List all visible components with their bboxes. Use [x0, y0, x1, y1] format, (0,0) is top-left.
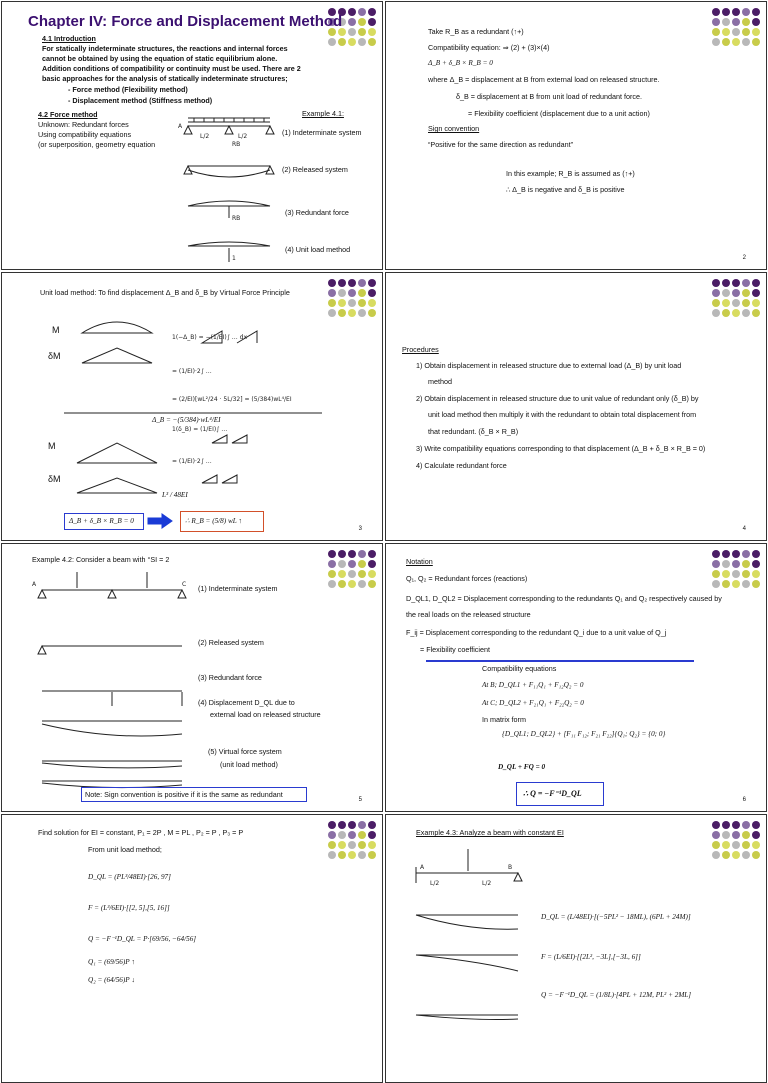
decor-dot	[348, 821, 356, 829]
decor-dot	[752, 289, 760, 297]
divider	[426, 660, 694, 662]
notation-heading: Notation	[406, 557, 433, 566]
decor-dot	[368, 8, 376, 16]
notation-line: F_ij = Displacement corresponding to the redundant Q_i due to a unit value of Q_j	[406, 628, 667, 637]
svg-text:= (2/EI)[wL²/24 · 5L/32] = (5/: = (2/EI)[wL²/24 · 5L/32] = (5/384)wL⁴/EI	[172, 396, 292, 403]
decor-dot	[732, 309, 740, 317]
slide-5	[1, 543, 383, 812]
decor-dot	[712, 38, 720, 46]
procedure-item: that redundant. (δ_B × R_B)	[428, 427, 519, 436]
notation-line: the real loads on the released structure	[406, 610, 531, 619]
decor-dot	[742, 309, 750, 317]
decor-dot	[752, 841, 760, 849]
decor-dot	[358, 38, 366, 46]
decor-dot	[338, 841, 346, 849]
decor-dot	[328, 560, 336, 568]
decor-dot	[722, 28, 730, 36]
decor-dot	[752, 831, 760, 839]
decor-dot	[722, 570, 730, 578]
svg-text:1(−Δ_B) = −(1/EI)∫ … dx: 1(−Δ_B) = −(1/EI)∫ … dx	[172, 334, 247, 341]
decor-dot	[752, 309, 760, 317]
decor-dot	[338, 851, 346, 859]
equation-box	[64, 513, 144, 530]
answer-box	[180, 511, 264, 532]
step-label: (2) Released system	[198, 638, 264, 647]
decor-dot	[328, 550, 336, 558]
compat-eq: At C; D_QL2 + F₂₁Q₁ + F₂₂Q₂ = 0	[482, 699, 584, 707]
decor-dot	[722, 289, 730, 297]
decor-dot	[712, 28, 720, 36]
compat-line: Compatibility equation: ⇒ (2) + (3)×(4)	[428, 43, 550, 52]
moment-diagrams	[72, 303, 312, 503]
decor-dot	[752, 570, 760, 578]
decor-dot	[742, 550, 750, 558]
decor-dot	[338, 309, 346, 317]
decor-dot	[722, 580, 730, 588]
decor-dot	[348, 299, 356, 307]
decor-dot	[752, 279, 760, 287]
arrow-icon	[148, 514, 174, 528]
decor-dot	[328, 570, 336, 578]
example-heading: Example 4.3: Analyze a beam with constant EI	[416, 828, 564, 837]
decor-dot	[742, 289, 750, 297]
decor-dot	[722, 821, 730, 829]
decor-dot	[358, 309, 366, 317]
decor-dot	[358, 550, 366, 558]
fm-line: Using compatibility equations	[38, 130, 132, 139]
slide-2	[385, 1, 767, 270]
step-label: (4) Unit load method	[285, 245, 351, 254]
decor-dot	[328, 821, 336, 829]
procedure-item: 1) Obtain displacement in released structure due to external load (Δ_B) by unit load	[416, 361, 682, 370]
svg-text:B: B	[508, 864, 513, 871]
slide-7	[1, 814, 383, 1083]
matrix-eq: {D_QL1; D_QL2} + [F₁₁ F₁₂; F₂₁ F₂₂]{Q₁; Q₂} = {0; 0}	[502, 730, 666, 738]
intro-heading: 4.1 Introduction	[42, 34, 96, 43]
page-number: 6	[742, 797, 746, 803]
where-line: δ_B = displacement at B from unit load of redundant force.	[456, 92, 642, 101]
svg-text:A: A	[32, 581, 37, 588]
decor-dot	[368, 841, 376, 849]
q-eq: Q = −F⁻¹D_QL = P·[69/56, −64/56]	[88, 935, 197, 943]
decor-dot	[348, 18, 356, 26]
decor-dot	[358, 560, 366, 568]
decor-dot	[722, 279, 730, 287]
decor-dot	[752, 38, 760, 46]
decor-dot	[368, 38, 376, 46]
notation-line: D_QL1, D_QL2 = Displacement corresponding to the redundants Q₁ and Q₂ respectively caused by	[406, 594, 722, 603]
compat-eq: At B; D_QL1 + F₁₁Q₁ + F₁₂Q₂ = 0	[482, 681, 584, 689]
svg-text:1(δ_B) = (1/EI)∫ …: 1(δ_B) = (1/EI)∫ …	[172, 426, 228, 433]
decor-dot	[328, 309, 336, 317]
decor-dot	[358, 821, 366, 829]
decor-dots	[328, 821, 376, 859]
moment-label: M	[48, 441, 56, 451]
decor-dot	[338, 831, 346, 839]
decor-dot	[752, 28, 760, 36]
decor-dot	[348, 550, 356, 558]
decor-dots	[328, 550, 376, 588]
decor-dot	[722, 309, 730, 317]
solution-text: ∴ Q = −F⁻¹D_QL	[523, 789, 582, 798]
intro-line: - Displacement method (Stiffness method)	[68, 96, 213, 105]
decor-dot	[742, 279, 750, 287]
decor-dot	[752, 8, 760, 16]
flex-eq: F = (L³/6EI)·[[2, 5],[5, 16]]	[88, 904, 170, 912]
step-label: (unit load method)	[220, 760, 278, 769]
note-text: Note: Sign convention is positive if it is the same as redundant	[85, 790, 283, 799]
decor-dots	[712, 279, 760, 317]
decor-dot	[742, 821, 750, 829]
slide-1	[1, 1, 383, 270]
answer-text: ∴ R_B = (5/8) wL ↑	[185, 517, 243, 525]
note-box	[81, 787, 307, 802]
decor-dot	[742, 38, 750, 46]
sign-convention-text: “Positive for the same direction as redundant”	[428, 140, 574, 149]
where-line: = Flexibility coefficient (displacement due to a unit action)	[468, 109, 650, 118]
step-label: external load on released structure	[210, 710, 321, 719]
slide-3	[1, 272, 383, 541]
decor-dot	[712, 550, 720, 558]
decor-dot	[732, 18, 740, 26]
decor-dot	[348, 851, 356, 859]
fm-line: (or superposition, geometry equation	[38, 140, 156, 149]
decor-dot	[328, 289, 336, 297]
equation-text: Δ_B + δ_B × R_B = 0	[69, 517, 134, 525]
decor-dot	[722, 831, 730, 839]
decor-dot	[712, 8, 720, 16]
decor-dot	[712, 570, 720, 578]
decor-dot	[348, 309, 356, 317]
svg-text:1: 1	[232, 255, 236, 262]
decor-dot	[348, 580, 356, 588]
decor-dot	[368, 309, 376, 317]
decor-dot	[742, 28, 750, 36]
decor-dot	[732, 8, 740, 16]
solution-box	[516, 782, 604, 806]
fm-line: Unknown: Redundant forces	[38, 120, 129, 129]
sign-convention-heading: Sign convention	[428, 124, 480, 133]
unit-load-heading: Unit load method: To find displacement Δ_B and δ_B by Virtual Force Principle	[40, 288, 290, 297]
decor-dot	[338, 821, 346, 829]
decor-dot	[338, 289, 346, 297]
decor-dot	[722, 299, 730, 307]
decor-dot	[732, 851, 740, 859]
compat-eq: Δ_B + δ_B × R_B = 0	[428, 59, 493, 67]
virtual-moment-label: δM	[48, 351, 61, 361]
decor-dot	[742, 299, 750, 307]
decor-dot	[732, 279, 740, 287]
decor-dot	[752, 560, 760, 568]
svg-text:RB: RB	[232, 215, 241, 222]
delta-small-result: L³ / 48EI	[162, 491, 188, 499]
decor-dot	[722, 851, 730, 859]
decor-dot	[358, 299, 366, 307]
decor-dots	[712, 8, 760, 46]
slide-4	[385, 272, 767, 541]
decor-dot	[348, 560, 356, 568]
svg-text:L/2: L/2	[238, 133, 248, 140]
virtual-moment-label: δM	[48, 474, 61, 484]
svg-text:A: A	[178, 123, 183, 130]
decor-dot	[722, 18, 730, 26]
intro-line: - Force method (Flexibility method)	[68, 85, 188, 94]
decor-dot	[712, 841, 720, 849]
decor-dot	[328, 38, 336, 46]
decor-dot	[732, 28, 740, 36]
beam-sketch	[174, 106, 284, 266]
svg-text:L/2: L/2	[430, 880, 440, 887]
decor-dot	[358, 289, 366, 297]
decor-dot	[358, 841, 366, 849]
redundant-line: Take R_B as a redundant (↑+)	[428, 27, 524, 36]
page-number: 2	[742, 255, 746, 261]
decor-dot	[338, 580, 346, 588]
decor-dot	[348, 570, 356, 578]
decor-dot	[368, 289, 376, 297]
decor-dot	[732, 289, 740, 297]
decor-dot	[712, 279, 720, 287]
svg-text:L/2: L/2	[200, 133, 210, 140]
force-method-heading: 4.2 Force method	[38, 110, 98, 119]
decor-dot	[712, 309, 720, 317]
decor-dot	[348, 38, 356, 46]
decor-dot	[732, 560, 740, 568]
decor-dot	[732, 821, 740, 829]
decor-dots	[712, 821, 760, 859]
decor-dot	[348, 289, 356, 297]
where-line: where Δ_B = displacement at B from external load on released structure.	[428, 75, 660, 84]
decor-dot	[358, 28, 366, 36]
decor-dot	[328, 580, 336, 588]
decor-dot	[712, 851, 720, 859]
example-line: ∴ Δ_B is negative and δ_B is positive	[506, 185, 625, 194]
procedure-item: 4) Calculate redundant force	[416, 461, 507, 470]
beam-sketch	[408, 843, 548, 1028]
decor-dot	[752, 18, 760, 26]
decor-dot	[732, 550, 740, 558]
decor-dot	[328, 299, 336, 307]
delta-result: Δ_B = −(5/384)·wL⁴/EI	[152, 416, 221, 424]
notation-line: = Flexibility coefficient	[420, 645, 490, 654]
decor-dot	[368, 821, 376, 829]
matrix-short-eq: D_QL + FQ = 0	[498, 763, 546, 771]
page-number: 3	[358, 526, 362, 532]
decor-dots	[712, 550, 760, 588]
decor-dot	[368, 550, 376, 558]
decor-dot	[732, 299, 740, 307]
decor-dot	[358, 831, 366, 839]
decor-dot	[328, 279, 336, 287]
decor-dot	[712, 299, 720, 307]
decor-dot	[368, 580, 376, 588]
decor-dot	[348, 831, 356, 839]
decor-dot	[358, 570, 366, 578]
step-label: (3) Redundant force	[198, 673, 262, 682]
step-label: (1) Indeterminate system	[198, 584, 278, 593]
matrix-form-label: In matrix form	[482, 715, 526, 724]
decor-dot	[712, 821, 720, 829]
decor-dot	[722, 8, 730, 16]
decor-dot	[752, 299, 760, 307]
decor-dot	[358, 580, 366, 588]
step-label: (4) Displacement D_QL due to	[198, 698, 295, 707]
svg-text:A: A	[420, 864, 425, 871]
svg-text:C: C	[182, 581, 187, 588]
method-line: From unit load method;	[88, 845, 162, 854]
decor-dot	[358, 279, 366, 287]
moment-label: M	[52, 325, 60, 335]
decor-dot	[722, 550, 730, 558]
compat-heading: Compatibility equations	[482, 664, 557, 673]
decor-dot	[348, 279, 356, 287]
decor-dot	[742, 851, 750, 859]
decor-dot	[328, 831, 336, 839]
decor-dot	[712, 18, 720, 26]
example-line: In this example; R_B is assumed as (↑+)	[506, 169, 635, 178]
decor-dot	[338, 560, 346, 568]
decor-dot	[712, 831, 720, 839]
decor-dot	[338, 38, 346, 46]
decor-dot	[752, 580, 760, 588]
dql-eq: D_QL = (L/48EI)·[(−5PL² − 18ML), (6PL + 24M)]	[541, 913, 691, 921]
decor-dot	[338, 550, 346, 558]
intro-line: cannot be obtained by using the equation of static equilibrium alone.	[42, 54, 278, 63]
problem-statement: Find solution for EI = constant, P₁ = 2P , M = PL , P₂ = P , P₃ = P	[38, 828, 244, 837]
procedure-item: 3) Write compatibility equations corresponding to that displacement (Δ_B + δ_B × R_B = 0)	[416, 444, 706, 453]
svg-text:= (1/EI)·2∫ …: = (1/EI)·2∫ …	[172, 368, 212, 375]
decor-dot	[732, 841, 740, 849]
decor-dot	[742, 18, 750, 26]
decor-dot	[742, 560, 750, 568]
step-label: (1) Indeterminate system	[282, 128, 362, 137]
decor-dot	[358, 18, 366, 26]
decor-dot	[742, 841, 750, 849]
decor-dot	[752, 821, 760, 829]
svg-text:L/2: L/2	[482, 880, 492, 887]
intro-line: Addition conditions of compatibility or continuity must be used. There are 2	[42, 64, 301, 73]
decor-dot	[358, 851, 366, 859]
flex-eq: F = (L/6EI)·[[2L², −3L],[−3L, 6]]	[541, 953, 641, 961]
decor-dots	[328, 279, 376, 317]
decor-dot	[368, 851, 376, 859]
slide-6	[385, 543, 767, 812]
decor-dot	[368, 560, 376, 568]
decor-dot	[368, 831, 376, 839]
decor-dot	[348, 841, 356, 849]
decor-dot	[712, 289, 720, 297]
notation-line: Q₁, Q₂ = Redundant forces (reactions)	[406, 574, 528, 583]
dql-eq: D_QL = (PL³/48EI)·[26, 97]	[88, 873, 171, 881]
step-label: (3) Redundant force	[285, 208, 349, 217]
q-eq: Q = −F⁻¹D_QL = (1/8L)·[4PL + 12M, PL² + 2ML]	[541, 991, 692, 999]
decor-dot	[742, 580, 750, 588]
beam-sketch	[32, 566, 197, 786]
step-label: (5) Virtual force system	[208, 747, 282, 756]
decor-dot	[742, 8, 750, 16]
procedure-item: method	[428, 377, 452, 386]
decor-dot	[348, 28, 356, 36]
intro-line: For statically indeterminate structures, the reactions and internal forces	[42, 44, 288, 53]
decor-dot	[712, 560, 720, 568]
decor-dot	[368, 570, 376, 578]
decor-dot	[722, 841, 730, 849]
page-number: 4	[742, 526, 746, 532]
decor-dot	[368, 18, 376, 26]
svg-text:= (1/EI)·2∫ …: = (1/EI)·2∫ …	[172, 458, 212, 465]
decor-dot	[338, 299, 346, 307]
decor-dot	[368, 28, 376, 36]
chapter-title: Chapter IV: Force and Displacement Method	[28, 13, 343, 30]
decor-dot	[328, 851, 336, 859]
decor-dot	[328, 841, 336, 849]
decor-dot	[742, 570, 750, 578]
decor-dot	[338, 570, 346, 578]
decor-dot	[732, 580, 740, 588]
q1-result: Q₁ = (69/56)P ↑	[88, 958, 135, 966]
example-heading: Example 4.2: Consider a beam with °SI = 2	[32, 555, 170, 564]
decor-dot	[732, 831, 740, 839]
decor-dot	[742, 831, 750, 839]
svg-text:RB: RB	[232, 141, 241, 148]
q2-result: Q₂ = (64/56)P ↓	[88, 976, 135, 984]
decor-dot	[732, 38, 740, 46]
procedure-item: 2) Obtain displacement in released structure due to unit value of redundant only (δ_B) by	[416, 394, 699, 403]
decor-dot	[368, 299, 376, 307]
step-label: (2) Released system	[282, 165, 348, 174]
decor-dot	[722, 38, 730, 46]
decor-dot	[752, 851, 760, 859]
decor-dot	[732, 570, 740, 578]
decor-dot	[368, 279, 376, 287]
page-number: 5	[358, 797, 362, 803]
decor-dot	[752, 550, 760, 558]
intro-line: basic approaches for the analysis of statically indeterminate structures;	[42, 74, 288, 83]
procedures-heading: Procedures	[402, 345, 439, 354]
decor-dot	[358, 8, 366, 16]
procedure-item: unit load method then multiply it with the redundant to obtain total displacement from	[428, 410, 697, 419]
decor-dot	[348, 8, 356, 16]
decor-dot	[712, 580, 720, 588]
decor-dot	[722, 560, 730, 568]
slide-8	[385, 814, 767, 1083]
example-label: Example 4.1:	[302, 109, 344, 118]
decor-dot	[338, 279, 346, 287]
